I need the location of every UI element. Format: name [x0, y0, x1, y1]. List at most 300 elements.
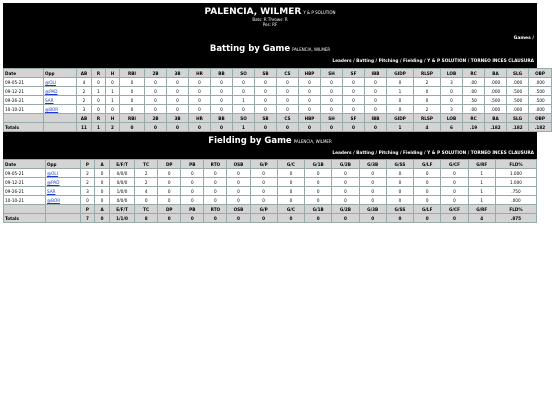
fielding-title-player: PALENCIA, WILMER — [293, 139, 332, 144]
column-header: RTO — [204, 160, 227, 169]
stat-cell: 0 — [211, 87, 233, 96]
opponent-cell — [45, 178, 80, 187]
stat-cell: 0 — [299, 96, 321, 105]
stat-cell: 0 — [211, 105, 233, 114]
stat-cell: 0 — [321, 105, 343, 114]
fielding-table — [3, 159, 537, 223]
column-header: BA — [485, 114, 507, 123]
stat-cell: 0 — [189, 78, 211, 87]
stat-cell: 0 — [387, 105, 414, 114]
stat-cell: 0 — [365, 105, 387, 114]
stat-cell: 0 — [92, 105, 106, 114]
stat-cell: 0 — [95, 178, 110, 187]
column-header: TC — [135, 160, 158, 169]
column-header: SH — [321, 69, 343, 78]
column-header: RTO — [204, 205, 227, 214]
stat-cell: 0 — [365, 78, 387, 87]
stat-cell: .500 — [485, 96, 507, 105]
stat-cell: 0 — [343, 96, 365, 105]
stat-cell: .00 — [463, 87, 485, 96]
stat-cell: 0 — [95, 187, 110, 196]
total-cell: 0 — [255, 123, 277, 132]
stat-cell: 0 — [167, 78, 189, 87]
stat-cell: 0 — [250, 196, 277, 205]
total-cell: 0 — [343, 123, 365, 132]
stat-cell: 0 — [92, 96, 106, 105]
column-header: SLG — [507, 69, 529, 78]
column-header: RLSP — [414, 69, 441, 78]
column-header: 2B — [145, 69, 167, 78]
stat-cell: 0 — [158, 169, 181, 178]
stat-cell: 0 — [441, 178, 468, 187]
stat-cell: 0 — [145, 105, 167, 114]
stat-cell: 2 — [135, 178, 158, 187]
column-header: BB — [211, 114, 233, 123]
batting-nav-links[interactable]: Leaders / Batting / Pitching / Fielding / Y & P SOLUTION / TORNEO INCES CLAUSURA — [332, 59, 534, 64]
stat-cell: 0/0/0 — [109, 196, 134, 205]
stat-cell: 0 — [181, 169, 204, 178]
column-header: P — [80, 205, 95, 214]
stat-cell: 0 — [332, 169, 359, 178]
stat-cell: 2 — [135, 169, 158, 178]
column-header: OSB — [227, 160, 250, 169]
fielding-title-text: Fielding by Game — [208, 136, 292, 146]
total-cell: .19 — [463, 123, 485, 132]
column-header: Date — [4, 160, 46, 169]
stat-cell: 0 — [277, 187, 304, 196]
batting-table — [3, 68, 552, 132]
stat-cell: 0 — [387, 96, 414, 105]
game-date: 10-10-21 — [4, 105, 44, 114]
batting-header-bar — [3, 32, 537, 68]
stat-cell: 0 — [255, 78, 277, 87]
stat-cell: 0 — [414, 87, 441, 96]
total-cell: 0 — [250, 214, 277, 223]
opponent-cell — [44, 87, 77, 96]
stat-cell: 0 — [387, 78, 414, 87]
stat-cell: 0 — [189, 105, 211, 114]
column-header: SB — [255, 114, 277, 123]
stat-cell: 0 — [204, 196, 227, 205]
opponent-link[interactable]: SAR — [45, 97, 54, 103]
page — [3, 3, 546, 223]
column-header: G/1B — [305, 160, 332, 169]
column-header: DP — [158, 205, 181, 214]
stat-cell: 0 — [414, 96, 441, 105]
stat-cell: 1 — [468, 196, 495, 205]
column-header: SLG — [507, 114, 529, 123]
stat-cell: 0 — [441, 196, 468, 205]
stat-cell: 0 — [332, 196, 359, 205]
opponent-cell — [44, 78, 77, 87]
stat-cell: 0 — [277, 105, 299, 114]
stat-cell: 2 — [77, 96, 92, 105]
total-cell: 8 — [135, 214, 158, 223]
opponent-cell — [45, 187, 80, 196]
opponent-cell — [45, 169, 80, 178]
stat-cell: 0 — [181, 187, 204, 196]
column-header: GIDP — [387, 114, 414, 123]
stat-cell: 0 — [145, 78, 167, 87]
column-header: PB — [181, 160, 204, 169]
stat-cell: 0 — [233, 78, 255, 87]
stat-cell: 2 — [80, 178, 95, 187]
total-cell: 0 — [181, 214, 204, 223]
totals-row — [4, 214, 537, 223]
total-cell: 0 — [414, 214, 441, 223]
player-header — [3, 3, 537, 32]
stat-cell: 2 — [414, 105, 441, 114]
column-header: G/2B — [332, 160, 359, 169]
stat-cell: 3 — [77, 105, 92, 114]
stat-cell: 1 — [106, 87, 120, 96]
stat-cell: 0 — [414, 169, 441, 178]
stat-cell: 2 — [414, 78, 441, 87]
stat-cell: 0 — [167, 105, 189, 114]
stat-cell: 0 — [441, 187, 468, 196]
game-date: 09-05-21 — [4, 78, 44, 87]
stat-cell: 0 — [204, 178, 227, 187]
stat-cell: 0 — [92, 78, 106, 87]
column-header: G/C — [277, 160, 304, 169]
column-header: G/1B — [305, 205, 332, 214]
stat-cell: 0 — [414, 187, 441, 196]
total-cell: 1 — [233, 123, 255, 132]
totals-row — [4, 123, 552, 132]
column-header — [44, 114, 77, 123]
stat-cell: 0 — [255, 96, 277, 105]
table-row — [4, 196, 537, 205]
stat-cell: 0 — [227, 196, 250, 205]
stat-cell: 0 — [299, 105, 321, 114]
total-cell: 0 — [365, 123, 387, 132]
stat-cell: 1 — [106, 96, 120, 105]
stat-cell: 0 — [167, 96, 189, 105]
stat-cell: 0 — [233, 87, 255, 96]
stat-cell: 0 — [414, 196, 441, 205]
total-cell: .875 — [495, 214, 536, 223]
stat-cell: 0 — [332, 187, 359, 196]
stat-cell: 0 — [321, 96, 343, 105]
table-row — [4, 78, 552, 87]
column-header: BB — [211, 69, 233, 78]
column-header: HBP — [299, 114, 321, 123]
stat-cell: .500 — [529, 96, 552, 105]
stat-cell: .000 — [529, 78, 552, 87]
stat-cell: 3 — [441, 105, 463, 114]
stat-cell: 0 — [365, 96, 387, 105]
stat-cell: 2 — [80, 169, 95, 178]
opponent-link[interactable]: @PAD — [46, 179, 60, 185]
total-cell: 0 — [167, 123, 189, 132]
column-header: R — [92, 69, 106, 78]
stat-cell: 0 — [359, 196, 386, 205]
stat-cell: 0 — [227, 187, 250, 196]
stat-cell: 0 — [359, 178, 386, 187]
stat-cell: 0 — [135, 196, 158, 205]
total-cell: 0 — [277, 123, 299, 132]
stat-cell: 0 — [299, 87, 321, 96]
stat-cell: 0 — [277, 178, 304, 187]
column-header: G/P — [250, 160, 277, 169]
total-cell: .182 — [507, 123, 529, 132]
stat-cell: 0 — [277, 78, 299, 87]
column-header: G/SS — [386, 160, 413, 169]
stat-cell: .000 — [507, 78, 529, 87]
batting-header-row — [4, 69, 552, 78]
player-name-line — [3, 7, 537, 17]
column-header: BA — [485, 69, 507, 78]
column-header: TC — [135, 205, 158, 214]
total-cell: 0 — [204, 214, 227, 223]
column-header: G/LF — [414, 205, 441, 214]
stat-cell: 4 — [77, 78, 92, 87]
stat-cell: 0 — [106, 105, 120, 114]
total-cell: 0 — [386, 214, 413, 223]
stat-cell: .00 — [463, 105, 485, 114]
column-header: HBP — [299, 69, 321, 78]
stat-cell: 1 — [387, 87, 414, 96]
column-header: G/3B — [359, 205, 386, 214]
stat-cell: 0 — [250, 187, 277, 196]
stat-cell: 0 — [189, 96, 211, 105]
table-row — [4, 105, 552, 114]
stat-cell: 0 — [305, 169, 332, 178]
stat-cell: 0 — [277, 87, 299, 96]
stat-cell: 0 — [167, 87, 189, 96]
stat-cell: 0 — [386, 187, 413, 196]
total-cell: 0 — [332, 214, 359, 223]
column-header: 2B — [145, 114, 167, 123]
total-cell: 0 — [120, 123, 145, 132]
stat-cell: 0 — [441, 96, 463, 105]
column-header: G/2B — [332, 205, 359, 214]
batting-title — [3, 32, 537, 54]
column-header: IBB — [365, 69, 387, 78]
stat-cell: .000 — [485, 105, 507, 114]
column-header: IBB — [365, 114, 387, 123]
fielding-nav-links[interactable]: Leaders / Batting / Pitching / Fielding / Y & P SOLUTION / TORNEO INCES CLAUSURA — [332, 151, 534, 156]
column-header: AB — [77, 69, 92, 78]
column-header: PB — [181, 205, 204, 214]
stat-cell: 0/0/0 — [109, 178, 134, 187]
column-header: 3B — [167, 69, 189, 78]
opponent-cell — [44, 96, 77, 105]
table-row — [4, 187, 537, 196]
column-header: FLD% — [495, 160, 536, 169]
stat-cell: 0 — [227, 178, 250, 187]
stat-cell: 0 — [204, 187, 227, 196]
stat-cell: 0 — [386, 169, 413, 178]
column-header: E/F/T — [109, 205, 134, 214]
table-row — [4, 169, 537, 178]
opponent-link[interactable]: SAR — [46, 188, 56, 194]
column-header: OBP — [529, 69, 552, 78]
stat-cell: 1 — [92, 87, 106, 96]
stat-cell: 0 — [277, 196, 304, 205]
stat-cell: 0 — [145, 87, 167, 96]
column-header: G/RF — [468, 160, 495, 169]
opponent-link[interactable]: @PAD — [45, 88, 58, 94]
stat-cell: 0 — [305, 178, 332, 187]
stat-cell: 1 — [468, 187, 495, 196]
game-date: 10-10-21 — [4, 196, 46, 205]
total-cell: 0 — [95, 214, 110, 223]
stat-cell: 0 — [145, 96, 167, 105]
stat-cell: 0 — [80, 196, 95, 205]
stat-cell: 1.000 — [495, 178, 536, 187]
game-date: 09-12-21 — [4, 178, 46, 187]
stat-cell: 0 — [343, 105, 365, 114]
table-row — [4, 178, 537, 187]
stat-cell: 0 — [305, 196, 332, 205]
column-header: RLSP — [414, 114, 441, 123]
column-header: OBP — [529, 114, 552, 123]
column-header: G/LF — [414, 160, 441, 169]
stat-cell: 0 — [204, 169, 227, 178]
total-cell: 0 — [145, 123, 167, 132]
game-date: 09-26-21 — [4, 187, 46, 196]
column-header: A — [95, 205, 110, 214]
total-cell: 0 — [305, 214, 332, 223]
stat-cell: 0 — [343, 87, 365, 96]
column-header: OSB — [227, 205, 250, 214]
total-cell: 0 — [441, 214, 468, 223]
stat-cell: 0 — [414, 178, 441, 187]
stat-cell: .000 — [529, 105, 552, 114]
stat-cell: 0 — [227, 169, 250, 178]
column-header: RBI — [120, 114, 145, 123]
column-header: G/RF — [468, 205, 495, 214]
stat-cell: 0 — [120, 96, 145, 105]
batting-title-player: PALENCIA, WILMER — [292, 47, 331, 52]
total-cell: 2 — [106, 123, 120, 132]
stat-cell: .000 — [495, 196, 536, 205]
column-header: Opp — [44, 69, 77, 78]
stat-cell: 0 — [120, 87, 145, 96]
opponent-link[interactable]: @OLI — [46, 170, 59, 176]
stat-cell: 0 — [106, 78, 120, 87]
total-cell: 1 — [92, 123, 106, 132]
stat-cell: 0 — [332, 178, 359, 187]
stat-cell: 0 — [359, 187, 386, 196]
column-header: SB — [255, 69, 277, 78]
player-name: PALENCIA, WILMER — [204, 7, 302, 17]
total-cell: 0 — [321, 123, 343, 132]
fielding-header-row — [4, 160, 537, 169]
column-header: HR — [189, 69, 211, 78]
stat-cell: 0 — [441, 169, 468, 178]
column-header: G/C — [277, 205, 304, 214]
column-header — [4, 205, 46, 214]
opponent-link[interactable]: @BOR — [45, 106, 59, 112]
total-cell — [45, 214, 80, 223]
total-cell: 0 — [158, 214, 181, 223]
table-row — [4, 96, 552, 105]
column-header: AB — [77, 114, 92, 123]
column-header: G/CF — [441, 160, 468, 169]
stat-cell: 0 — [321, 87, 343, 96]
stat-cell: 0 — [359, 169, 386, 178]
stat-cell: 0 — [343, 78, 365, 87]
stat-cell: 0 — [250, 169, 277, 178]
stat-cell: 0 — [277, 169, 304, 178]
stat-cell: .000 — [485, 78, 507, 87]
game-date: 09-05-21 — [4, 169, 46, 178]
fielding-title — [3, 132, 537, 146]
stat-cell: 0 — [277, 96, 299, 105]
column-header: SO — [233, 69, 255, 78]
stat-cell: 0 — [158, 178, 181, 187]
column-header: G/CF — [441, 205, 468, 214]
column-header — [4, 114, 44, 123]
stat-cell: 0 — [120, 78, 145, 87]
opponent-link[interactable]: @BOR — [46, 197, 61, 203]
stat-cell: 0 — [158, 196, 181, 205]
total-cell: 0 — [227, 214, 250, 223]
total-cell: 0 — [299, 123, 321, 132]
total-cell: 11 — [77, 123, 92, 132]
total-cell: .182 — [529, 123, 552, 132]
stat-cell: 0 — [181, 196, 204, 205]
stat-cell: .00 — [463, 78, 485, 87]
game-date: 09-26-21 — [4, 96, 44, 105]
total-cell: 6 — [441, 123, 463, 132]
table-row — [4, 87, 552, 96]
stat-cell: 3 — [80, 187, 95, 196]
games-link[interactable]: Games / — [513, 36, 534, 41]
total-cell: 0 — [189, 123, 211, 132]
column-header: HR — [189, 114, 211, 123]
column-header: P — [80, 160, 95, 169]
column-header: RBI — [120, 69, 145, 78]
totals-label: Totals — [4, 123, 44, 132]
totals-label: Totals — [4, 214, 46, 223]
column-header: Date — [4, 69, 44, 78]
stat-cell: 0 — [386, 178, 413, 187]
column-header: R — [92, 114, 106, 123]
column-header: H — [106, 114, 120, 123]
column-header: E/F/T — [109, 160, 134, 169]
stat-cell: 0 — [233, 105, 255, 114]
column-header: SH — [321, 114, 343, 123]
player-team: Y & P SOLUTION — [303, 10, 336, 15]
column-header: SF — [343, 114, 365, 123]
bats-throws: Bats: R Throws: R — [252, 17, 288, 22]
fielding-header-bar — [3, 132, 537, 159]
stat-cell: 0 — [189, 87, 211, 96]
stat-cell: 0 — [95, 196, 110, 205]
opponent-link[interactable]: @OLI — [45, 79, 57, 85]
column-header — [45, 205, 80, 214]
stat-cell: 0/0/0 — [109, 169, 134, 178]
column-header: LOB — [441, 114, 463, 123]
stat-cell: .000 — [485, 87, 507, 96]
total-cell: 4 — [414, 123, 441, 132]
stat-cell: .500 — [507, 96, 529, 105]
stat-cell: 0 — [120, 105, 145, 114]
column-header: LOB — [441, 69, 463, 78]
total-cell: 7 — [80, 214, 95, 223]
game-date: 09-12-21 — [4, 87, 44, 96]
column-header: SO — [233, 114, 255, 123]
total-cell — [44, 123, 77, 132]
stat-cell: .000 — [507, 105, 529, 114]
stat-cell: 0 — [305, 187, 332, 196]
stat-cell: 1 — [233, 96, 255, 105]
stat-cell: .500 — [507, 87, 529, 96]
column-header: SF — [343, 69, 365, 78]
